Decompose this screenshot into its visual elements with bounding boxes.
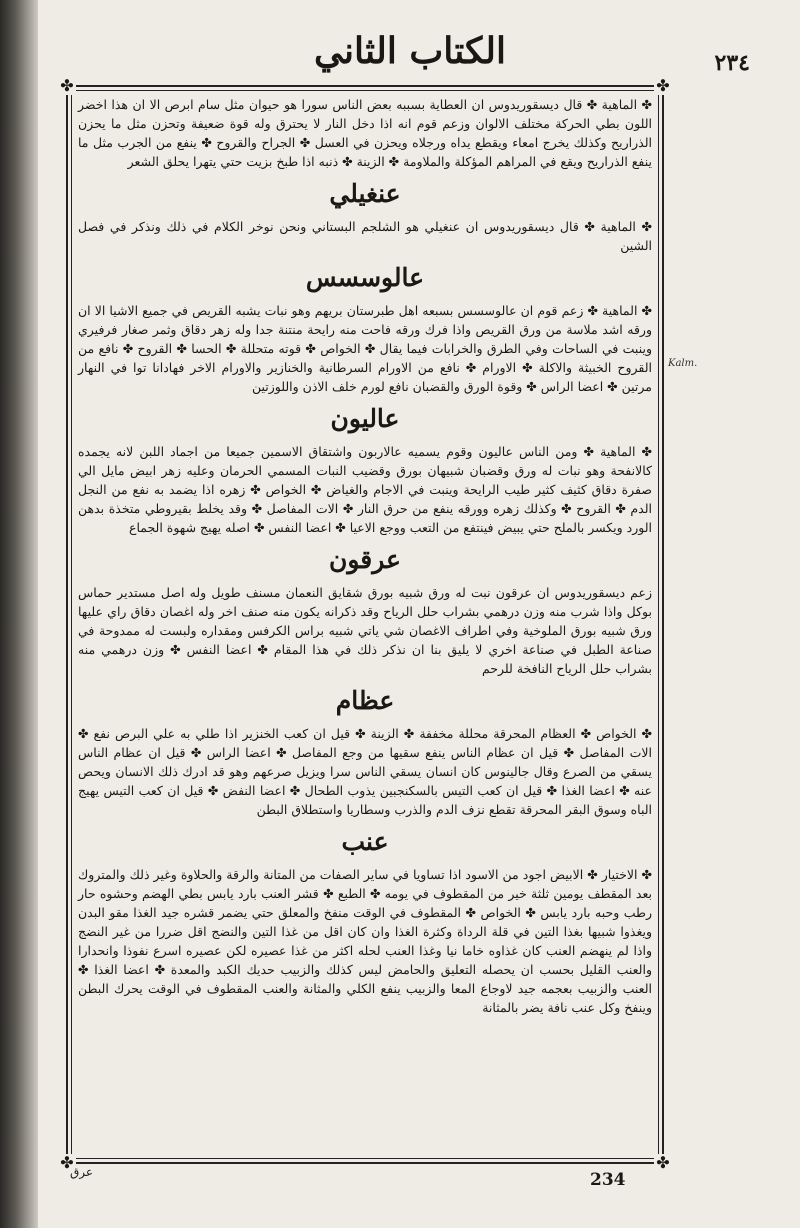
entry-paragraph: ✤ الخواص ✤ العظام المحرقة محللة مخففة ✤ الزينة ✤ قيل ان كعب الخنزير اذا طلي به علي البرص نفع ✤ الات المفاصل ✤ قيل ان عظام الناس ينفع سقيها من وجع المفاصل ✤ اعضا الراس ✤ قيل ان عظام الناس يسقي من الصرع وقال جالينوس كان انسان يسقي الناس سرا ويزيل صرعهم وهو قد ادرك ذلك الانسان ويحص عنه ✤ اعضا الغذا ✤ قيل ان كعب التيس بالسكنجبين يذوب الطحال ✤ اعضا النفض ✤ قيل ان كعب التيس يهيج الباه وسوق البقر المحرقة تقطع نزف الدم والذرب وسطاريا واستطلاق البطن [78, 726, 652, 817]
page-body [78, 95, 652, 1154]
entry-paragraph: ✤ الماهية ✤ قال ديسقوريدوس ان العطاية بسببه بعض الناس سورا هو حيوان مثل سام ابرص الا ان هذا اخضر اللون بطي الحركة مختلف الالوان وزعم قوم انه اذا دخل النار لا يحترق وله قوة ضعيفة وتحزن مثل ما يحزن الذراريح وكذلك يخرج امعاء ويقطع يداه ورجلاه ويحزن في العسل ✤ الجراح والقروح ✤ ينفع من الجرب مثل ما ينفع الذراريح ويقع في المراهم المؤكلة والملاومة ✤ الزينة ✤ ذنبه اذا طبخ بزيت حتي يتهرا يحلق الشعر [78, 97, 652, 169]
book-title: الكتاب الثاني [314, 30, 506, 72]
margin-annotation: Kalm. [668, 358, 698, 369]
entry-continuation [78, 95, 652, 171]
corner-ornament-icon: ✤ [58, 77, 76, 95]
entry-izam [78, 684, 652, 819]
entry-paragraph: ✤ الاختيار ✤ الابيض اجود من الاسود اذا تساويا في ساير الصفات من المتانة والرقة والحلاوة وغير ذلك والمتروك بعد المقطف يومين ثلثة خير من المقطوف في يومه ✤ الطبع ✤ قشر العنب بارد يابس بطي الهضم وحشوه حار رطب وحبه بارد يابس ✤ الخواص ✤ المقطوف في الوقت منفخ والمعلق حتي يضمر قشره جيد الغذا مقو البدن ويغذوا شبيها بغذا التين في قلة الرداة وكثرة الغذا وان كان اقل من غذا التين والنضج اقل ضررا من غير النضج واذا لم ينهضم العنب كان غذاوه خاما نيا وغذا العنب لحله اكثر من غذا عصيره لكن عصيره اسرع نفوذا وانحدارا والعنب القليل بحسب ان يحصله التعليق والحامض ليس كذلك والزبيب حديك الكبد والمعدة ✤ اعضا الغذا ✤ العنب والزبيب بعجمه جيد لاوجاع المعا والزبيب ينفع الكلي والمثانة والعنب المقطوف في الوقت يحرك البطن وينفخ وكل عنب نافة يضر بالمثانة [78, 867, 652, 1015]
corner-ornament-icon: ✤ [58, 1154, 76, 1172]
entry-alusses [78, 261, 652, 396]
entry-inab [78, 825, 652, 1017]
entry-heading: عنب [341, 827, 389, 856]
page-header [40, 20, 780, 80]
entry-paragraph: زعم ديسقوريدوس ان عرقون نبت له ورق شبيه بورق شقايق النعمان مسنف طويل وله اصل مستدير حماس بوكل واذا شرب منه وزن درهمي بشراب حلل الرياح وقد ذكرانه يكون منه صنف اخر وله اغصان دقاق راي عليها ورق شبيه بورق الملوخية وفي اطراف الاغصان شي ياتي شبيه براس الكرفس ومقداره ولبست له ممدوحة في صناعة الطبل في صناعة اخري لا يليق بنا ان نذكر ذلك في هذا المقام ✤ اعضا النفس ✤ وزن درهمي منه بشراب حلل الرياح النافخة للرحم [78, 585, 652, 676]
entry-paragraph: ✤ الماهية ✤ ومن الناس عاليون وقوم يسميه عالاربون واشتقاق الاسمين جميعا من اجماد اللبن لانه يجمده كالانفحة وهو نبات له ورق وقضبان شبيهان بورق وقضيب النبات المسمي الحرمان وعليه زهر ابيض مايل الي صفرة دقاق كثيف كثير طيب الرايحة وينبت في الاجام والغياض ✤ الخواص ✤ زهره اذا يضمد به نفع من النجل الدم ✤ القروح ✤ وكذلك زهره وورقه ينفع من حرق النار ✤ الات المفاصل ✤ وقد يخلط بقيروطي متخذة بدهن الورد ويكسر بالملح حتي يبيض فينتفع من التعب ووجع الاعيا ✤ اعضا النفس ✤ اصله يهيج شهوة الجماع [78, 444, 652, 535]
entry-paragraph: ✤ الماهية ✤ زعم قوم ان عالوسسس بسبعه اهل طبرستان بريهم وهو نبات يشبه القريص في جميع الاشيا الا ان ورقه اشد ملاسة من ورق القريص واذا فرك ورقه فاحت منه رايحة منتنة جدا وله زهر دقاق وثمر صغار فرفيري وينبت في الساحات وفي الطرق والخرابات فيما يقال ✤ الخواص ✤ قوته متحللة ✤ الحسا ✤ القروح ✤ نافع من القروح الخبيثة والاكلة ✤ الاورام ✤ نافع من الاورام السرطانية والخنازير والاورام الاخر فهادانا توا في النهار مرتين ✤ اعضا الراس ✤ وقوة الورق والقضبان نافع لورم خلف الاذن واللوزتين [78, 303, 652, 394]
text-frame [60, 76, 670, 1172]
entry-heading: عظام [335, 686, 395, 715]
page-number: 234 [590, 1170, 626, 1190]
entry-paragraph: ✤ الماهية ✤ قال ديسقوريدوس ان عنغيلي هو الشلجم البستاني ونحن نوخر الكلام في ذلك ونذكر في فصل الشين [78, 219, 652, 253]
entry-heading: عالوسسس [305, 263, 425, 292]
corner-ornament-icon: ✤ [654, 77, 672, 95]
arabic-page-number: ٢٣٤ [714, 50, 750, 76]
page-binding-edge [0, 0, 38, 1228]
corner-ornament-icon: ✤ [654, 1154, 672, 1172]
entry-alyun [78, 402, 652, 537]
entry-anghili [78, 177, 652, 255]
entry-heading: عرقون [329, 545, 401, 574]
entry-heading: عاليون [330, 404, 400, 433]
entry-arqun [78, 543, 652, 678]
catchword: عرق [70, 1165, 94, 1179]
entry-heading: عنغيلي [329, 179, 401, 208]
